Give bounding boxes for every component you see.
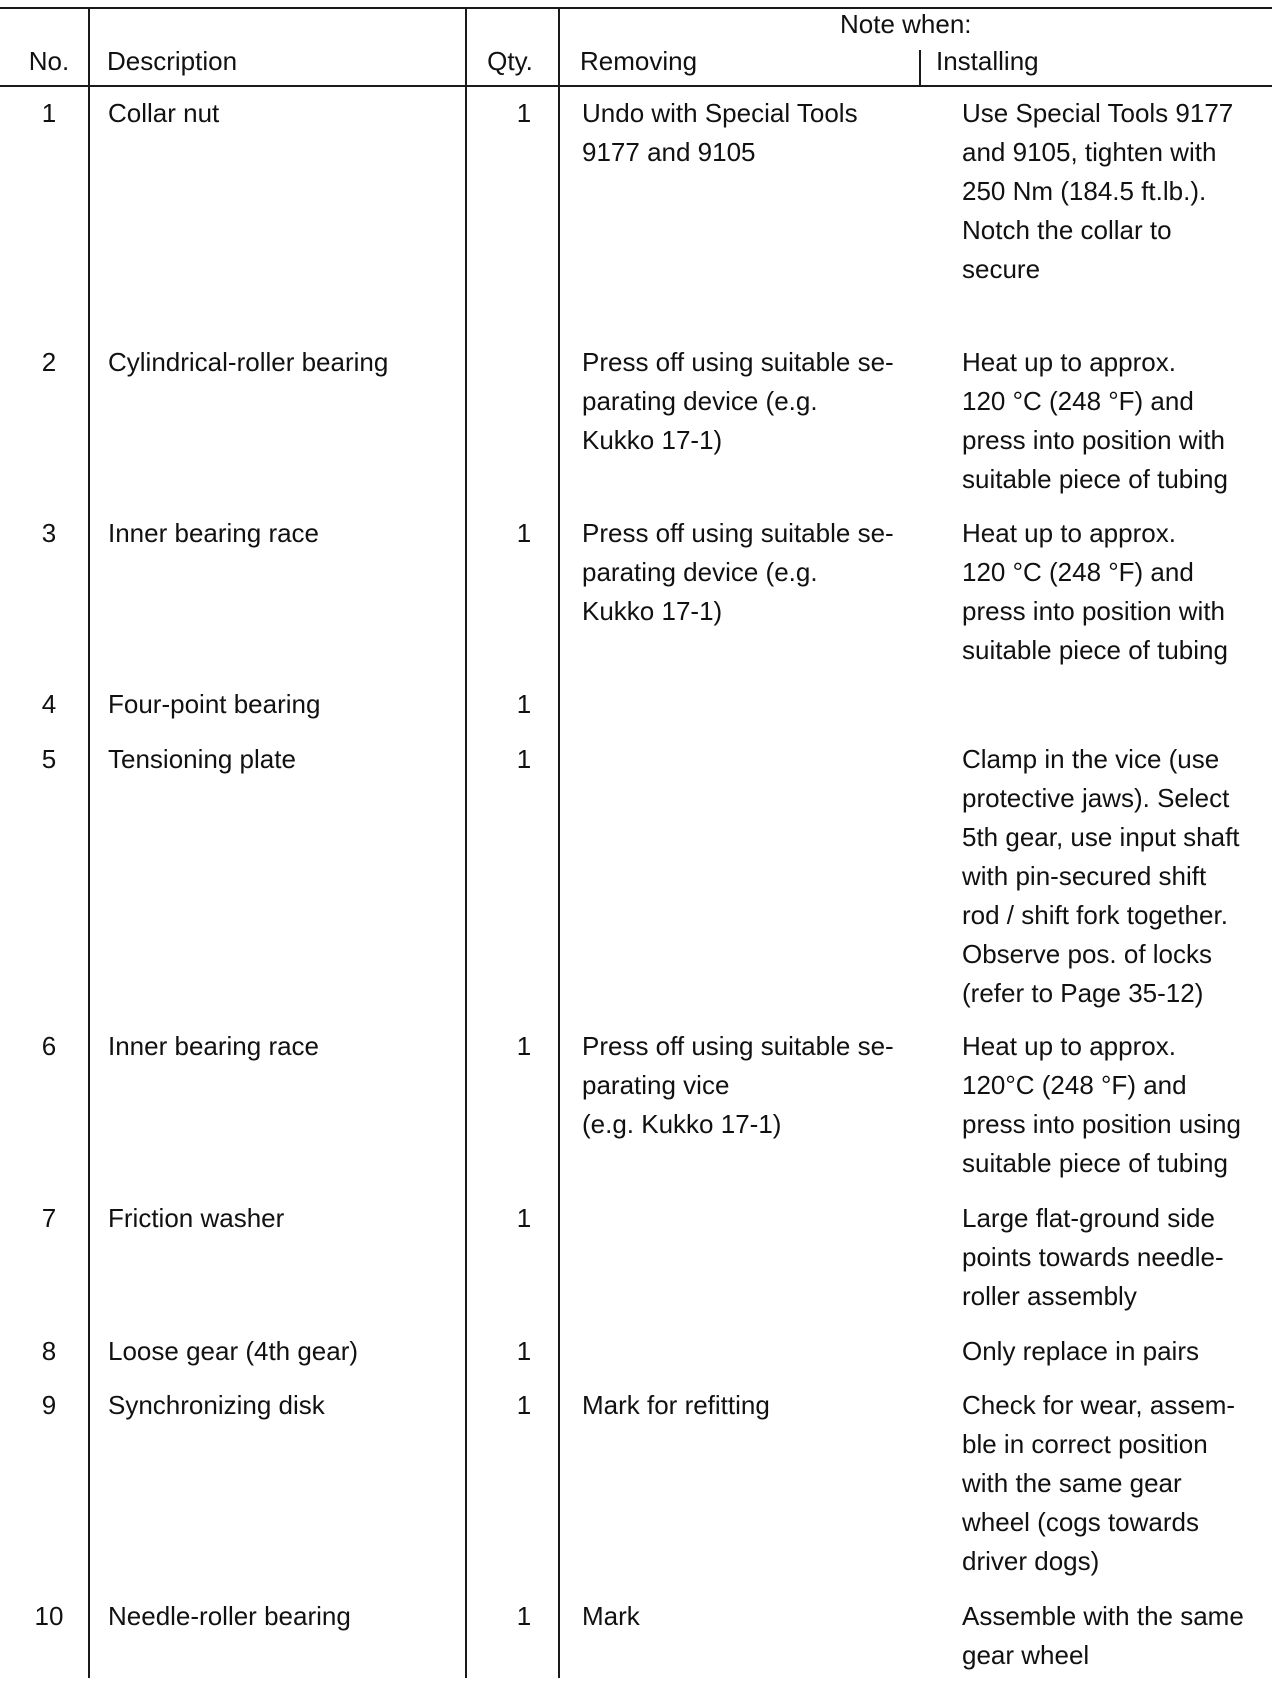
row-2-installing: Heat up to approx. 120 °C (248 °F) and press into position with suitable piece of tubing [962,347,1228,494]
header-rule [0,85,1272,87]
row-9-qty: 1 [516,1390,532,1420]
row-4-no: 4 [41,689,57,719]
header-removing: Removing [580,46,698,76]
row-3-qty: 1 [516,518,532,548]
row-9-removing: Mark for refitting [582,1390,770,1420]
row-7-qty: 1 [516,1203,532,1233]
row-10-removing: Mark [582,1601,640,1631]
row-5-qty: 1 [516,744,532,774]
row-1-no: 1 [41,98,57,128]
row-6-removing: Press off using suitable se- parating vice (e.g. Kukko 17-1) [582,1031,894,1139]
header-note-when: Note when: [840,9,972,39]
row-9-description: Synchronizing disk [108,1390,325,1420]
row-6-description: Inner bearing race [108,1031,320,1061]
row-2-removing: Press off using suitable se- parating device (e.g. Kukko 17-1) [582,347,894,455]
row-7-description: Friction washer [108,1203,285,1233]
header-installing: Installing [936,46,1039,76]
row-8-installing: Only replace in pairs [962,1336,1199,1366]
row-5-no: 5 [41,744,57,774]
row-10-description: Needle-roller bearing [108,1601,351,1631]
top-rule [0,7,1272,9]
row-1-description: Collar nut [108,98,220,128]
column-divider-description [465,8,467,1678]
row-10-no: 10 [34,1601,64,1631]
row-1-removing: Undo with Special Tools 9177 and 9105 [582,98,858,167]
row-2-description: Cylindrical-roller bearing [108,347,389,377]
column-divider-qty [558,8,560,1678]
row-9-no: 9 [41,1390,57,1420]
row-3-no: 3 [41,518,57,548]
row-7-no: 7 [41,1203,57,1233]
header-description: Description [107,46,238,76]
row-8-description: Loose gear (4th gear) [108,1336,359,1366]
row-9-installing: Check for wear, assem- ble in correct position with the same gear wheel (cogs towards driver dogs) [962,1390,1236,1576]
row-2-no: 2 [41,347,57,377]
row-6-installing: Heat up to approx. 120°C (248 °F) and press into position using suitable piece of tubing [962,1031,1241,1178]
header-qty: Qty. [487,46,533,76]
row-6-qty: 1 [516,1031,532,1061]
row-10-installing: Assemble with the same gear wheel [962,1601,1244,1670]
row-7-installing: Large flat-ground side points towards needle- roller assembly [962,1203,1224,1311]
row-5-installing: Clamp in the vice (use protective jaws). Select 5th gear, use input shaft with pin-secured shift rod / shift fork together. Observe pos. of locks (refer to Page 35-12) [962,744,1240,1008]
row-8-no: 8 [41,1336,57,1366]
row-8-qty: 1 [516,1336,532,1366]
row-3-removing: Press off using suitable se- parating device (e.g. Kukko 17-1) [582,518,894,626]
row-5-description: Tensioning plate [108,744,296,774]
row-1-qty: 1 [516,98,532,128]
row-4-qty: 1 [516,689,532,719]
row-1-installing: Use Special Tools 9177 and 9105, tighten with 250 Nm (184.5 ft.lb.). Notch the collar to secure [962,98,1234,284]
row-3-installing: Heat up to approx. 120 °C (248 °F) and press into position with suitable piece of tubing [962,518,1228,665]
header-no: No. [28,46,70,76]
row-10-qty: 1 [516,1601,532,1631]
row-6-no: 6 [41,1031,57,1061]
column-divider-removing [919,50,921,86]
row-3-description: Inner bearing race [108,518,320,548]
column-divider-no [88,8,90,1678]
row-4-description: Four-point bearing [108,689,321,719]
